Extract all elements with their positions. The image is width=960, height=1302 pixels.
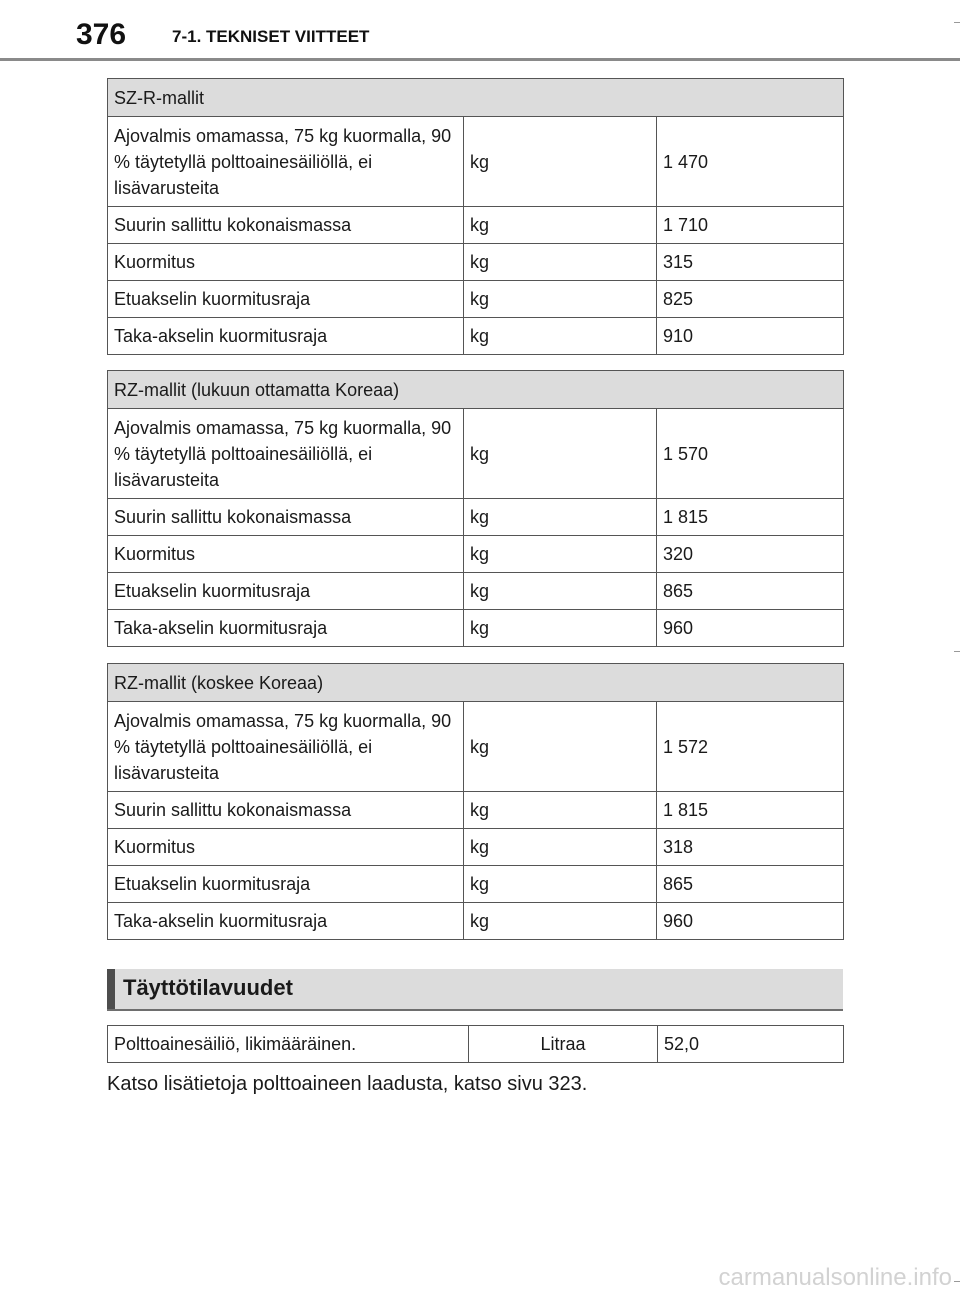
table-row: [108, 829, 844, 866]
row-label: Kuormitus: [108, 244, 464, 281]
row-unit: kg: [464, 117, 657, 207]
row-label: Suurin sallittu kokonaismassa: [108, 499, 464, 536]
watermark: carmanualsonline.info: [718, 1264, 952, 1291]
row-label: Etuakselin kuormitusraja: [108, 281, 464, 318]
table-row: [108, 117, 844, 207]
table-row: [108, 866, 844, 903]
row-value: 1 470: [657, 117, 844, 207]
row-label: Polttoainesäiliö, likimääräinen.: [108, 1026, 469, 1063]
row-label: Kuormitus: [108, 829, 464, 866]
row-value: 1 570: [657, 409, 844, 499]
row-value: 910: [657, 318, 844, 355]
row-value: 825: [657, 281, 844, 318]
row-unit: kg: [464, 573, 657, 610]
table-row: [108, 244, 844, 281]
row-label: Taka-akselin kuormitusraja: [108, 903, 464, 940]
row-value: 865: [657, 573, 844, 610]
row-value: 1 710: [657, 207, 844, 244]
table-title: RZ-mallit (lukuun ottamatta Koreaa): [108, 371, 844, 409]
table-row: [108, 207, 844, 244]
row-label: Ajovalmis omamassa, 75 kg kuormalla, 90 % täytetyllä polttoainesäiliöllä, ei lisävarusteita: [108, 702, 464, 792]
row-unit: kg: [464, 702, 657, 792]
spec-table-rz-excl-korea: [107, 370, 844, 647]
row-value: 1 572: [657, 702, 844, 792]
table-row: [108, 903, 844, 940]
table-title: RZ-mallit (koskee Koreaa): [108, 664, 844, 702]
row-value: 52,0: [658, 1026, 844, 1063]
table-row: [108, 281, 844, 318]
row-value: 318: [657, 829, 844, 866]
row-unit: kg: [464, 829, 657, 866]
row-value: 320: [657, 536, 844, 573]
row-unit: kg: [464, 207, 657, 244]
section-heading: [107, 969, 843, 1011]
header-rule: [0, 58, 960, 61]
row-value: 315: [657, 244, 844, 281]
table-row: [108, 536, 844, 573]
page-header: [0, 0, 960, 64]
row-unit: kg: [464, 792, 657, 829]
spec-table-rz-korea: [107, 663, 844, 940]
table-row: [108, 1026, 844, 1063]
chapter-title: 7-1. TEKNISET VIITTEET: [172, 27, 370, 46]
row-unit: kg: [464, 318, 657, 355]
table-row: [108, 792, 844, 829]
row-unit: kg: [464, 244, 657, 281]
row-unit: kg: [464, 499, 657, 536]
row-label: Suurin sallittu kokonaismassa: [108, 207, 464, 244]
section-heading-label: Täyttötilavuudet: [123, 975, 293, 1000]
row-value: 1 815: [657, 792, 844, 829]
row-value: 960: [657, 610, 844, 647]
row-unit: kg: [464, 866, 657, 903]
row-label: Ajovalmis omamassa, 75 kg kuormalla, 90 % täytetyllä polttoainesäiliöllä, ei lisävarusteita: [108, 409, 464, 499]
row-unit: kg: [464, 903, 657, 940]
capacity-table: [107, 1025, 844, 1063]
row-label: Etuakselin kuormitusraja: [108, 573, 464, 610]
row-value: 1 815: [657, 499, 844, 536]
table-row: [108, 499, 844, 536]
page-number: 376: [76, 18, 127, 51]
section-heading-bar: [107, 969, 115, 1009]
row-unit: kg: [464, 536, 657, 573]
row-label: Taka-akselin kuormitusraja: [108, 610, 464, 647]
table-title: SZ-R-mallit: [108, 79, 844, 117]
row-label: Kuormitus: [108, 536, 464, 573]
crop-mark: [954, 22, 960, 23]
crop-mark: [954, 1281, 960, 1282]
row-label: Taka-akselin kuormitusraja: [108, 318, 464, 355]
row-label: Etuakselin kuormitusraja: [108, 866, 464, 903]
crop-mark: [954, 651, 960, 652]
row-value: 865: [657, 866, 844, 903]
row-unit: kg: [464, 281, 657, 318]
table-row: [108, 610, 844, 647]
table-row: [108, 409, 844, 499]
row-unit: kg: [464, 409, 657, 499]
row-label: Ajovalmis omamassa, 75 kg kuormalla, 90 % täytetyllä polttoainesäiliöllä, ei lisävarusteita: [108, 117, 464, 207]
row-unit: Litraa: [469, 1026, 658, 1063]
spec-table-sz-r: [107, 78, 844, 355]
table-row: [108, 573, 844, 610]
row-label: Suurin sallittu kokonaismassa: [108, 792, 464, 829]
table-row: [108, 318, 844, 355]
row-value: 960: [657, 903, 844, 940]
table-row: [108, 702, 844, 792]
row-unit: kg: [464, 610, 657, 647]
fuel-quality-note: Katso lisätietoja polttoaineen laadusta, katso sivu 323.: [107, 1073, 588, 1095]
